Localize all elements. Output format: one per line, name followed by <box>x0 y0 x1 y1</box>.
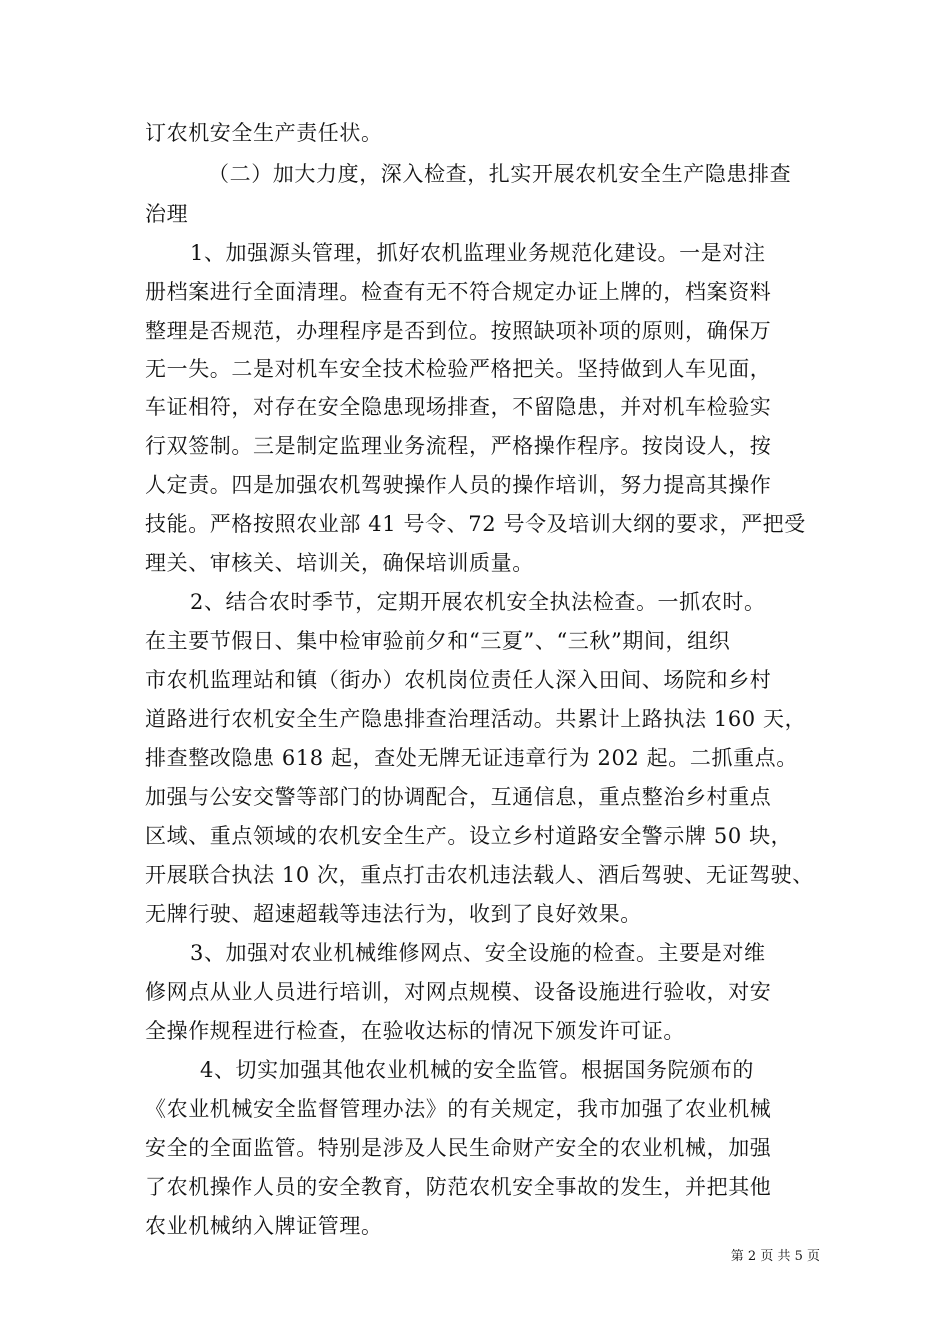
paragraph-1-first-line: 1、加强源头管理，抓好农机监理业务规范化建设。一是对注 <box>190 241 766 265</box>
text-line: 开展联合执法 10 次，重点打击农机违法载人、酒后驾驶、无证驾驶、 <box>145 863 814 887</box>
section-heading-line: 治理 <box>145 202 189 226</box>
text-line: 全操作规程进行检查，在验收达标的情况下颁发许可证。 <box>145 1019 685 1043</box>
text-line: 行双签制。三是制定监理业务流程，严格操作程序。按岗设人，按 <box>145 434 772 458</box>
text-line: 安全的全面监管。特别是涉及人民生命财产安全的农业机械，加强 <box>145 1136 772 1160</box>
text-line: 了农机操作人员的安全教育，防范农机安全事故的发生，并把其他 <box>145 1175 772 1199</box>
text-line: 册档案进行全面清理。检查有无不符合规定办证上牌的，档案资料 <box>145 280 772 304</box>
text-line: 无牌行驶、超速超载等违法行为，收到了良好效果。 <box>145 902 642 926</box>
text-line: 整理是否规范，办理程序是否到位。按照缺项补项的原则，确保万 <box>145 319 772 343</box>
section-heading-line: （二）加大力度，深入检查，扎实开展农机安全生产隐患排查 <box>208 162 792 186</box>
text-line: 排查整改隐患 618 起，查处无牌无证违章行为 202 起。二抓重点。 <box>145 746 798 770</box>
text-line: 订农机安全生产责任状。 <box>145 121 383 145</box>
text-line: 市农机监理站和镇（街办）农机岗位责任人深入田间、场院和乡村 <box>145 668 772 692</box>
text-line: 在主要节假日、集中检审验前夕和“三夏”、“三秋”期间，组织 <box>145 629 731 653</box>
page-indicator: 第 2 页 共 5 页 <box>730 1249 820 1264</box>
text-line: 技能。严格按照农业部 41 号令、72 号令及培训大纲的要求，严把受 <box>145 512 806 536</box>
text-line: 农业机械纳入牌证管理。 <box>145 1214 383 1238</box>
text-line: 修网点从业人员进行培训，对网点规模、设备设施进行验收，对安 <box>145 980 772 1004</box>
text-line: 道路进行农机安全生产隐患排查治理活动。共累计上路执法 160 天， <box>145 707 807 731</box>
text-line: 理关、审核关、培训关，确保培训质量。 <box>145 551 534 575</box>
text-line: 无一失。二是对机车安全技术检验严格把关。坚持做到人车见面， <box>145 357 772 381</box>
paragraph-3-first-line: 3、加强对农业机械维修网点、安全设施的检查。主要是对维 <box>190 941 766 965</box>
paragraph-4-first-line: 4、切实加强其他农业机械的安全监管。根据国务院颁布的 <box>200 1058 754 1082</box>
text-line: 《农业机械安全监督管理办法》的有关规定，我市加强了农业机械 <box>145 1097 772 1121</box>
text-line: 人定责。四是加强农机驾驶操作人员的操作培训，努力提高其操作 <box>145 473 772 497</box>
text-line: 加强与公安交警等部门的协调配合，互通信息，重点整治乡村重点 <box>145 785 772 809</box>
text-line: 区域、重点领域的农机安全生产。设立乡村道路安全警示牌 50 块， <box>145 824 793 848</box>
text-line: 车证相符，对存在安全隐患现场排查，不留隐患，并对机车检验实 <box>145 395 772 419</box>
paragraph-2-first-line: 2、结合农时季节，定期开展农机安全执法检查。一抓农时。 <box>190 590 766 614</box>
